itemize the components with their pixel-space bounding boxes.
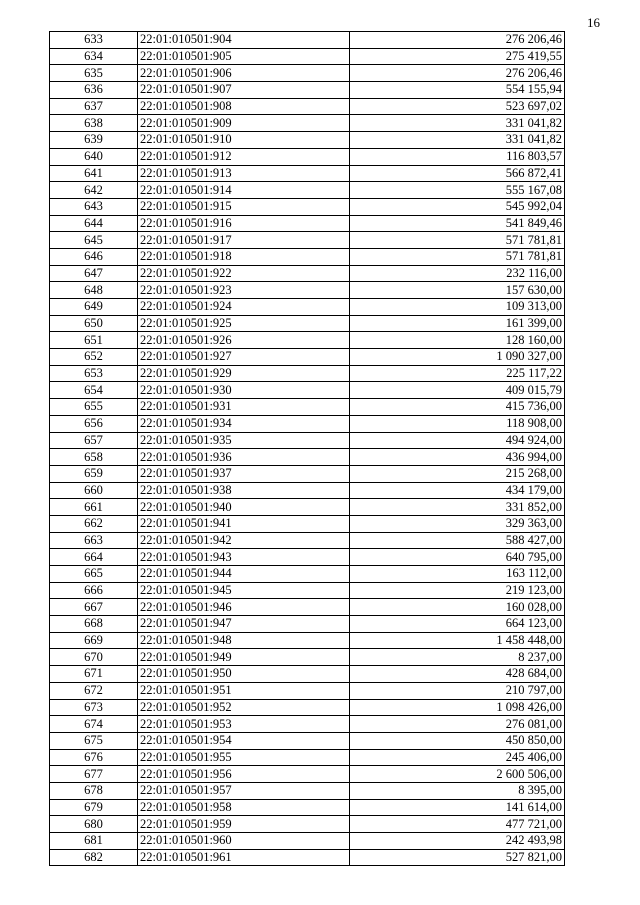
cadastral-number: 22:01:010501:925 — [138, 315, 350, 332]
row-number: 661 — [50, 499, 138, 516]
row-number: 666 — [50, 582, 138, 599]
cadastral-value: 1 090 327,00 — [350, 349, 565, 366]
table-row — [50, 232, 565, 249]
row-number: 663 — [50, 532, 138, 549]
cadastral-number: 22:01:010501:958 — [138, 799, 350, 816]
cadastral-number: 22:01:010501:907 — [138, 82, 350, 99]
cadastral-number: 22:01:010501:923 — [138, 282, 350, 299]
cadastral-value: 245 406,00 — [350, 749, 565, 766]
cadastral-number: 22:01:010501:936 — [138, 449, 350, 466]
table-row — [50, 549, 565, 566]
row-number: 672 — [50, 682, 138, 699]
cadastral-value: 225 117,22 — [350, 365, 565, 382]
cadastral-number: 22:01:010501:950 — [138, 666, 350, 683]
table-row — [50, 332, 565, 349]
table-row — [50, 566, 565, 583]
cadastral-number: 22:01:010501:909 — [138, 115, 350, 132]
cadastral-value: 128 160,00 — [350, 332, 565, 349]
cadastral-number: 22:01:010501:935 — [138, 432, 350, 449]
cadastral-number: 22:01:010501:915 — [138, 198, 350, 215]
cadastral-value: 331 041,82 — [350, 132, 565, 149]
table-row — [50, 432, 565, 449]
row-number: 635 — [50, 65, 138, 82]
cadastral-number: 22:01:010501:924 — [138, 299, 350, 316]
cadastral-number: 22:01:010501:937 — [138, 465, 350, 482]
cadastral-value: 545 992,04 — [350, 198, 565, 215]
cadastral-value: 109 313,00 — [350, 299, 565, 316]
table-row — [50, 82, 565, 99]
table-row — [50, 248, 565, 265]
row-number: 658 — [50, 449, 138, 466]
cadastral-number: 22:01:010501:905 — [138, 48, 350, 65]
cadastral-value: 415 736,00 — [350, 399, 565, 416]
row-number: 639 — [50, 132, 138, 149]
row-number: 646 — [50, 248, 138, 265]
cadastral-value: 219 123,00 — [350, 582, 565, 599]
cadastral-value: 232 116,00 — [350, 265, 565, 282]
row-number: 671 — [50, 666, 138, 683]
table-row — [50, 616, 565, 633]
cadastral-value: 571 781,81 — [350, 232, 565, 249]
cadastral-number: 22:01:010501:951 — [138, 682, 350, 699]
row-number: 643 — [50, 198, 138, 215]
cadastral-value: 2 600 506,00 — [350, 766, 565, 783]
table-row — [50, 198, 565, 215]
cadastral-number: 22:01:010501:959 — [138, 816, 350, 833]
row-number: 678 — [50, 782, 138, 799]
cadastral-number: 22:01:010501:926 — [138, 332, 350, 349]
cadastral-value: 436 994,00 — [350, 449, 565, 466]
cadastral-value: 434 179,00 — [350, 482, 565, 499]
cadastral-value: 541 849,46 — [350, 215, 565, 232]
table-row — [50, 599, 565, 616]
cadastral-number: 22:01:010501:955 — [138, 749, 350, 766]
table-row — [50, 65, 565, 82]
cadastral-value: 1 098 426,00 — [350, 699, 565, 716]
row-number: 638 — [50, 115, 138, 132]
table-row — [50, 315, 565, 332]
table-row — [50, 515, 565, 532]
cadastral-number: 22:01:010501:912 — [138, 148, 350, 165]
cadastral-number: 22:01:010501:954 — [138, 732, 350, 749]
row-number: 651 — [50, 332, 138, 349]
row-number: 649 — [50, 299, 138, 316]
table-row — [50, 849, 565, 866]
cadastral-value: 276 206,46 — [350, 32, 565, 49]
table-row — [50, 165, 565, 182]
cadastral-number: 22:01:010501:927 — [138, 349, 350, 366]
cadastral-value: 566 872,41 — [350, 165, 565, 182]
table-row — [50, 582, 565, 599]
table-row — [50, 132, 565, 149]
cadastral-value: 116 803,57 — [350, 148, 565, 165]
row-number: 674 — [50, 716, 138, 733]
row-number: 653 — [50, 365, 138, 382]
cadastral-number: 22:01:010501:957 — [138, 782, 350, 799]
table-row — [50, 32, 565, 49]
table-row — [50, 349, 565, 366]
cadastral-number: 22:01:010501:918 — [138, 248, 350, 265]
cadastral-value: 571 781,81 — [350, 248, 565, 265]
cadastral-number: 22:01:010501:948 — [138, 632, 350, 649]
row-number: 642 — [50, 182, 138, 199]
table-row — [50, 365, 565, 382]
row-number: 634 — [50, 48, 138, 65]
cadastral-value: 588 427,00 — [350, 532, 565, 549]
row-number: 668 — [50, 616, 138, 633]
cadastral-value: 118 908,00 — [350, 415, 565, 432]
table-row — [50, 265, 565, 282]
cadastral-value: 276 081,00 — [350, 716, 565, 733]
cadastral-number: 22:01:010501:938 — [138, 482, 350, 499]
row-number: 652 — [50, 349, 138, 366]
table-row — [50, 682, 565, 699]
row-number: 657 — [50, 432, 138, 449]
cadastral-value: 141 614,00 — [350, 799, 565, 816]
table-body — [50, 32, 565, 866]
table-row — [50, 415, 565, 432]
table-row — [50, 98, 565, 115]
table-row — [50, 382, 565, 399]
table-row — [50, 532, 565, 549]
row-number: 633 — [50, 32, 138, 49]
table-row — [50, 632, 565, 649]
table-row — [50, 482, 565, 499]
cadastral-number: 22:01:010501:913 — [138, 165, 350, 182]
table-row — [50, 749, 565, 766]
table-row — [50, 833, 565, 850]
cadastral-number: 22:01:010501:942 — [138, 532, 350, 549]
cadastral-value: 640 795,00 — [350, 549, 565, 566]
cadastral-value: 554 155,94 — [350, 82, 565, 99]
cadastral-number: 22:01:010501:904 — [138, 32, 350, 49]
row-number: 656 — [50, 415, 138, 432]
row-number: 664 — [50, 549, 138, 566]
table-row — [50, 299, 565, 316]
row-number: 650 — [50, 315, 138, 332]
row-number: 637 — [50, 98, 138, 115]
cadastral-number: 22:01:010501:960 — [138, 833, 350, 850]
cadastral-value: 157 630,00 — [350, 282, 565, 299]
cadastral-number: 22:01:010501:910 — [138, 132, 350, 149]
cadastral-number: 22:01:010501:946 — [138, 599, 350, 616]
row-number: 665 — [50, 566, 138, 583]
cadastral-value: 409 015,79 — [350, 382, 565, 399]
table-row — [50, 799, 565, 816]
table-row — [50, 699, 565, 716]
cadastral-value: 276 206,46 — [350, 65, 565, 82]
cadastral-value: 163 112,00 — [350, 566, 565, 583]
cadastral-number: 22:01:010501:953 — [138, 716, 350, 733]
table-row — [50, 182, 565, 199]
cadastral-value: 161 399,00 — [350, 315, 565, 332]
row-number: 636 — [50, 82, 138, 99]
table-row — [50, 649, 565, 666]
row-number: 670 — [50, 649, 138, 666]
page-number: 16 — [587, 15, 600, 30]
row-number: 654 — [50, 382, 138, 399]
cadastral-value: 555 167,08 — [350, 182, 565, 199]
table-row — [50, 732, 565, 749]
row-number: 641 — [50, 165, 138, 182]
cadastral-number: 22:01:010501:945 — [138, 582, 350, 599]
cadastral-value: 160 028,00 — [350, 599, 565, 616]
cadastral-value: 1 458 448,00 — [350, 632, 565, 649]
cadastral-number: 22:01:010501:961 — [138, 849, 350, 866]
row-number: 659 — [50, 465, 138, 482]
cadastral-value: 331 041,82 — [350, 115, 565, 132]
table-row — [50, 148, 565, 165]
cadastral-value: 494 924,00 — [350, 432, 565, 449]
table-row — [50, 465, 565, 482]
cadastral-value: 331 852,00 — [350, 499, 565, 516]
row-number: 673 — [50, 699, 138, 716]
cadastral-number: 22:01:010501:941 — [138, 515, 350, 532]
row-number: 675 — [50, 732, 138, 749]
cadastral-value-table — [49, 31, 565, 866]
cadastral-value: 523 697,02 — [350, 98, 565, 115]
table-row — [50, 215, 565, 232]
table-row — [50, 766, 565, 783]
cadastral-value: 450 850,00 — [350, 732, 565, 749]
cadastral-number: 22:01:010501:929 — [138, 365, 350, 382]
row-number: 644 — [50, 215, 138, 232]
row-number: 655 — [50, 399, 138, 416]
cadastral-value: 527 821,00 — [350, 849, 565, 866]
cadastral-number: 22:01:010501:934 — [138, 415, 350, 432]
row-number: 660 — [50, 482, 138, 499]
table-row — [50, 499, 565, 516]
cadastral-number: 22:01:010501:944 — [138, 566, 350, 583]
cadastral-value: 428 684,00 — [350, 666, 565, 683]
cadastral-number: 22:01:010501:908 — [138, 98, 350, 115]
row-number: 677 — [50, 766, 138, 783]
row-number: 645 — [50, 232, 138, 249]
cadastral-value: 275 419,55 — [350, 48, 565, 65]
cadastral-number: 22:01:010501:917 — [138, 232, 350, 249]
cadastral-number: 22:01:010501:906 — [138, 65, 350, 82]
cadastral-number: 22:01:010501:947 — [138, 616, 350, 633]
row-number: 681 — [50, 833, 138, 850]
cadastral-number: 22:01:010501:940 — [138, 499, 350, 516]
row-number: 669 — [50, 632, 138, 649]
table-row — [50, 399, 565, 416]
row-number: 679 — [50, 799, 138, 816]
cadastral-number: 22:01:010501:922 — [138, 265, 350, 282]
table-row — [50, 716, 565, 733]
cadastral-number: 22:01:010501:931 — [138, 399, 350, 416]
table-row — [50, 666, 565, 683]
cadastral-number: 22:01:010501:952 — [138, 699, 350, 716]
cadastral-value: 329 363,00 — [350, 515, 565, 532]
row-number: 682 — [50, 849, 138, 866]
row-number: 676 — [50, 749, 138, 766]
cadastral-number: 22:01:010501:916 — [138, 215, 350, 232]
cadastral-number: 22:01:010501:949 — [138, 649, 350, 666]
cadastral-number: 22:01:010501:914 — [138, 182, 350, 199]
row-number: 647 — [50, 265, 138, 282]
cadastral-value: 242 493,98 — [350, 833, 565, 850]
cadastral-value: 664 123,00 — [350, 616, 565, 633]
cadastral-number: 22:01:010501:943 — [138, 549, 350, 566]
table-row — [50, 782, 565, 799]
table-row — [50, 115, 565, 132]
cadastral-value: 210 797,00 — [350, 682, 565, 699]
table-row — [50, 449, 565, 466]
cadastral-value: 8 395,00 — [350, 782, 565, 799]
row-number: 640 — [50, 148, 138, 165]
cadastral-number: 22:01:010501:930 — [138, 382, 350, 399]
table-row — [50, 816, 565, 833]
row-number: 667 — [50, 599, 138, 616]
cadastral-number: 22:01:010501:956 — [138, 766, 350, 783]
cadastral-value: 215 268,00 — [350, 465, 565, 482]
table-row — [50, 282, 565, 299]
row-number: 648 — [50, 282, 138, 299]
cadastral-value: 477 721,00 — [350, 816, 565, 833]
row-number: 662 — [50, 515, 138, 532]
table-row — [50, 48, 565, 65]
row-number: 680 — [50, 816, 138, 833]
cadastral-value: 8 237,00 — [350, 649, 565, 666]
